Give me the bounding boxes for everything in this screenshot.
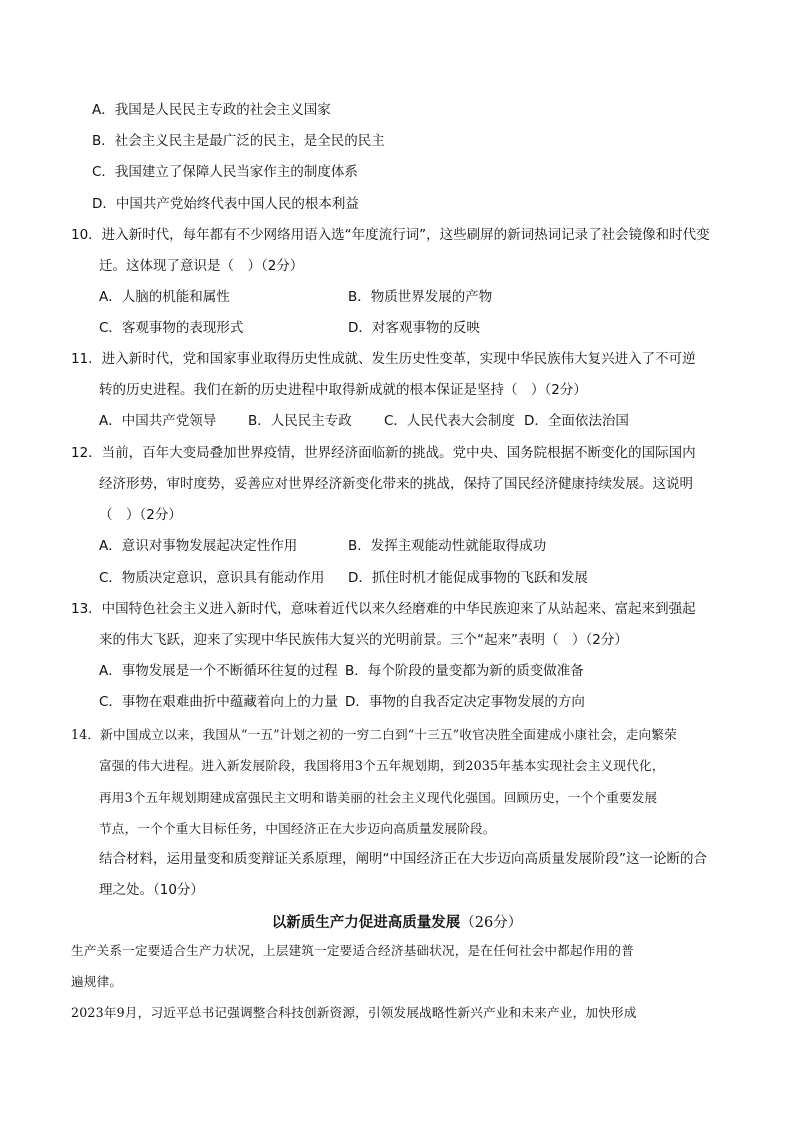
q9-option-a: A．我国是人民民主专政的社会主义国家 bbox=[92, 102, 331, 118]
q11-option-d: D．全面依法治国 bbox=[524, 413, 629, 429]
section-paragraph-1-line2: 遍规律。 bbox=[71, 974, 123, 989]
section-points: （26分） bbox=[460, 915, 523, 931]
q11-option-b: B．人民民主专政 bbox=[248, 413, 352, 429]
q10-option-b: B．物质世界发展的产物 bbox=[348, 289, 493, 305]
section-title bbox=[0, 911, 794, 932]
q12-stem-line3: （ ）（2分） bbox=[99, 507, 182, 523]
q10-stem-line2: 迁。这体现了意识是（ ）（2分） bbox=[99, 258, 304, 274]
q14-question-line1: 结合材料，运用量变和质变辩证关系原理，阐明“中国经济正在大步迈向高质量发展阶段”这一论断的合 bbox=[99, 851, 707, 867]
q9-option-d: D．中国共产党始终代表中国人民的根本利益 bbox=[92, 196, 359, 212]
q14-question-line2: 理之处。（10分） bbox=[99, 882, 204, 898]
q14-material-line2: 富强的伟大进程。进入新发展阶段，我国将用3个五年规划期，到2035年基本实现社会主义现代化， bbox=[99, 758, 665, 773]
q13-stem-line2: 来的伟大飞跃，迎来了实现中华民族伟大复兴的光明前景。三个“起来”表明（ ）（2分） bbox=[99, 632, 628, 648]
q11-stem-line1: 11．进入新时代，党和国家事业取得历史性成就、发生历史性变革，实现中华民族伟大复兴进入了不可逆 bbox=[71, 351, 696, 367]
q12-option-c: C．物质决定意识，意识具有能动作用 bbox=[99, 570, 325, 586]
q10-stem-line1: 10．进入新时代，每年都有不少网络用语入选“年度流行词”，这些刷屏的新词热词记录了社会镜像和时代变 bbox=[71, 227, 710, 243]
q14-material-line4: 节点，一个个重大目标任务，中国经济正在大步迈向高质量发展阶段。 bbox=[99, 821, 496, 836]
q14-material-line1: 14．新中国成立以来，我国从“一五”计划之初的一穷二白到“十三五”收官决胜全面建成小康社会，走向繁荣 bbox=[71, 727, 677, 742]
q10-option-a: A．人脑的机能和属性 bbox=[99, 289, 230, 305]
section-paragraph-1-line1: 生产关系一定要适合生产力状况，上层建筑一定要适合经济基础状况，是在任何社会中都起作用的普 bbox=[71, 943, 634, 958]
q13-option-b: B．每个阶段的量变都为新的质变做准备 bbox=[345, 663, 584, 679]
q12-option-d: D．抓住时机才能促成事物的飞跃和发展 bbox=[348, 570, 588, 586]
q9-option-c: C．我国建立了保障人民当家作主的制度体系 bbox=[92, 164, 358, 180]
q12-stem-line2: 经济形势，审时度势，妥善应对世界经济新变化带来的挑战，保持了国民经济健康持续发展。这说明 bbox=[99, 476, 693, 492]
q13-stem-line1: 13．中国特色社会主义进入新时代，意味着近代以来久经磨难的中华民族迎来了从站起来、富起来到强起 bbox=[71, 601, 696, 617]
q10-option-c: C．客观事物的表现形式 bbox=[99, 320, 244, 336]
q10-option-d: D．对客观事物的反映 bbox=[348, 320, 480, 336]
section-title-text: 以新质生产力促进高质量发展 bbox=[271, 914, 461, 931]
q13-option-a: A．事物发展是一个不断循环往复的过程 bbox=[99, 663, 338, 679]
section-paragraph-2-line1: 2023年9月，习近平总书记强调整合科技创新资源，引领发展战略性新兴产业和未来产业，加快形成 bbox=[71, 1005, 637, 1020]
q12-option-a: A．意识对事物发展起决定性作用 bbox=[99, 538, 298, 554]
q12-option-b: B．发挥主观能动性就能取得成功 bbox=[348, 538, 547, 554]
q12-stem-line1: 12．当前，百年大变局叠加世界疫情，世界经济面临新的挑战。党中央、国务院根据不断变化的国际国内 bbox=[71, 445, 696, 461]
q11-stem-line2: 转的历史进程。我们在新的历史进程中取得新成就的根本保证是坚持（ ）（2分） bbox=[99, 382, 587, 398]
q11-option-c: C．人民代表大会制度 bbox=[384, 413, 515, 429]
q14-material-line3: 再用3个五年规划期建成富强民主文明和谐美丽的社会主义现代化强国。回顾历史，一个个重要发展 bbox=[99, 790, 658, 805]
q13-option-d: D．事物的自我否定决定事物发展的方向 bbox=[345, 694, 585, 710]
q9-option-b: B．社会主义民主是最广泛的民主，是全民的民主 bbox=[92, 133, 385, 149]
q11-option-a: A．中国共产党领导 bbox=[99, 413, 217, 429]
q13-option-c: C．事物在艰难曲折中蕴藏着向上的力量 bbox=[99, 694, 338, 710]
